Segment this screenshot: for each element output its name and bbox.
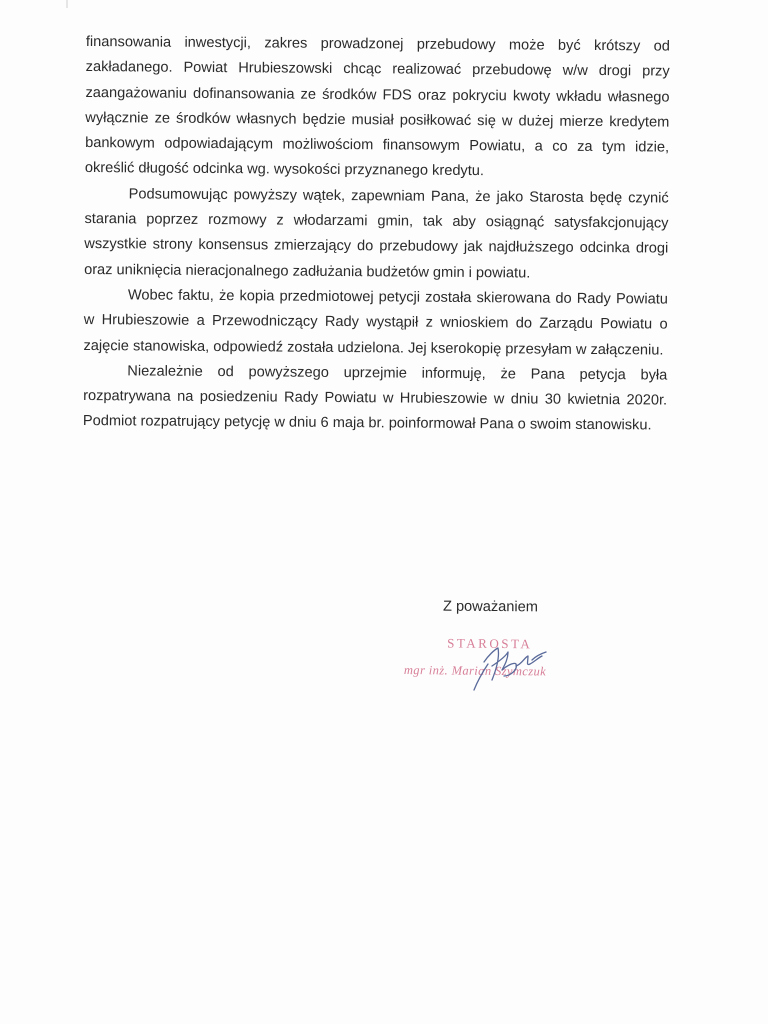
paragraph-petition-review: Niezależnie od powyższego uprzejmie informuję, że Pana petycja była rozpatrywana na posiedzeniu Rady Powiatu w Hrubieszowie w dniu 30 kwietnia 2020r. Podmiot rozpatrujący petycję w dniu 6 maja br. poinformował Pana o swoim stanowisku. xyxy=(82,363,668,434)
paragraph-summary: Podsumowując powyższy wątek, zapewniam Pana, że jako Starosta będę czynić starania poprzez rozmowy z włodarzami gmin, tak aby osiągnąć satysfakcjonujący wszystkie strony konsensus zmierzający do przebudowy jak najdłuższego odcinka drogi oraz uniknięcia nieracjonalnego zadłużania budżetów gmin i powiatu. xyxy=(84,186,669,282)
stamp-name: mgr inż. Marian Szymczuk xyxy=(403,662,547,679)
paragraph-petition-copy: Wobec faktu, że kopia przedmiotowej petycji została skierowana do Rady Powiatu w Hrubieszowie a Przewodniczący Rady wystąpił z wnioskiem do Zarządu Powiatu o zajęcie stanowiska, odpowiedź została udzielona. Jej kserokopię przesyłam w załączeniu. xyxy=(83,287,668,359)
paragraph-continuation: finansowania inwestycji, zakres prowadzonej przebudowy może być krótszy od zakładanego. Powiat Hrubieszowski chcąc realizować przebudowę w/w drogi przy zaangażowaniu dofinansowania ze środków FDS oraz pokryciu kwoty wkładu własnego wyłącznie ze środków własnych będzie musiał posiłkować się w dużej mierze kredytem bankowym odpowiadającym możliwościom finansowym Powiatu, a co za tym idzie, określić długość odcinka wg. wysokości przyznanego kredytu. xyxy=(84,33,670,180)
scan-mark xyxy=(66,0,68,8)
closing-salutation: Z poważaniem xyxy=(442,598,538,616)
stamp-title: STAROSTA xyxy=(447,635,533,652)
letter-body xyxy=(83,30,670,439)
handwritten-signature-icon xyxy=(458,636,558,698)
